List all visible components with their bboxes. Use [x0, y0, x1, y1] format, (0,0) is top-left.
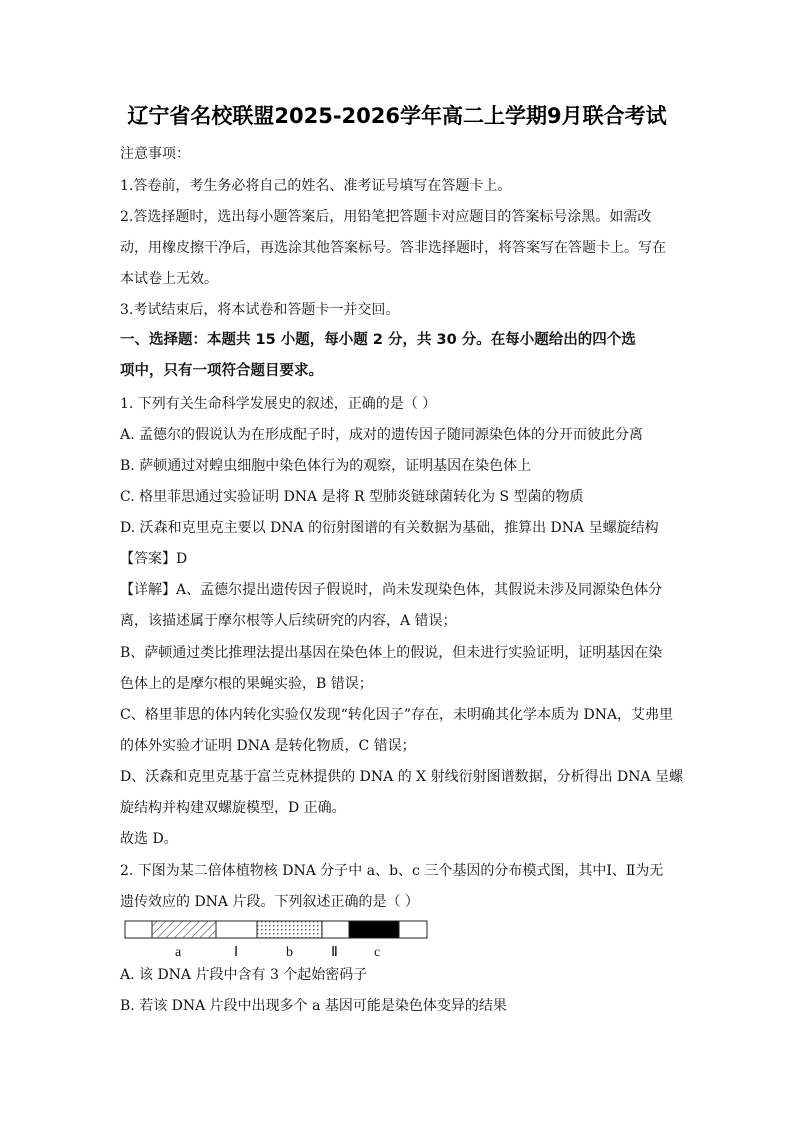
notes-heading: 注意事项： — [120, 146, 190, 162]
notes-item: 1.答卷前，考生务必将自己的姓名、准考证号填写在答题卡上。 — [120, 178, 512, 194]
label-ii: Ⅱ — [331, 945, 338, 960]
section-heading: 项中，只有一项符合题目要求。 — [120, 363, 323, 379]
label-b: b — [286, 945, 293, 960]
dna-gene-map-figure — [124, 920, 430, 962]
question-1-option-c: C. 格里菲思通过实验证明 DNA 是将 R 型肺炎链球菌转化为 S 型菌的物质 — [120, 489, 584, 505]
explanation-line: 的体外实验才证明 DNA 是转化物质，C 错误； — [120, 738, 416, 754]
dna-gene-map-svg — [124, 920, 430, 962]
question-1-option-b: B. 萨顿通过对蝗虫细胞中染色体行为的观察，证明基因在染色体上 — [120, 458, 532, 474]
exam-title: 辽宁省名校联盟2025-2026学年高二上学期9月联合考试 — [127, 104, 667, 128]
question-2-stem: 遗传效应的 DNA 片段。下列叙述正确的是（ ） — [120, 894, 419, 910]
explanation-line: 故选 D。 — [120, 831, 178, 847]
label-c: c — [374, 945, 381, 960]
notes-item: 3.考试结束后，将本试卷和答题卡一并交回。 — [120, 302, 400, 318]
notes-item: 2.答选择题时，选出每小题答案后，用铅笔把答题卡对应题目的答案标号涂黑。如需改 — [120, 209, 652, 225]
explanation-line: 离，该描述属于摩尔根等人后续研究的内容，A 错误； — [120, 613, 457, 629]
label-a: a — [175, 945, 182, 960]
question-1-option-d: D. 沃森和克里克主要以 DNA 的衍射图谱的有关数据为基础，推算出 DNA 呈螺旋结构 — [120, 520, 659, 536]
explanation-line: D、沃森和克里克基于富兰克林提供的 DNA 的 X 射线衍射图谱数据，分析得出 DNA 呈螺 — [120, 769, 684, 785]
question-1-stem: 1. 下列有关生命科学发展史的叙述，正确的是（ ） — [120, 396, 437, 412]
explanation-line: 旋结构并构建双螺旋模型，D 正确。 — [120, 800, 346, 816]
notes-item: 动，用橡皮擦干净后，再选涂其他答案标号。答非选择题时，将答案写在答题卡上。写在 — [120, 240, 666, 256]
explanation-line: 色体上的是摩尔根的果蝇实验，B 错误； — [120, 676, 373, 692]
gene-a-segment — [152, 921, 216, 938]
explanation-line: C、格里菲思的体内转化实验仅发现“转化因子”存在，未明确其化学本质为 DNA，艾弗里 — [120, 707, 674, 723]
gene-c-segment — [349, 921, 399, 938]
label-i: Ⅰ — [234, 945, 239, 960]
segment-i — [216, 921, 257, 938]
question-2-option-b: B. 若该 DNA 片段中出现多个 a 基因可能是染色体变异的结果 — [120, 998, 507, 1014]
segment-ii — [322, 921, 349, 938]
section-heading: 一、选择题：本题共 15 小题，每小题 2 分，共 30 分。在每小题给出的四个选 — [120, 332, 636, 348]
notes-item: 本试卷上无效。 — [120, 271, 218, 287]
explanation-line: B、萨顿通过类比推理法提出基因在染色体上的假说，但未进行实验证明，证明基因在染 — [120, 645, 663, 661]
question-2-option-a: A. 该 DNA 片段中含有 3 个起始密码子 — [120, 967, 368, 983]
question-1-option-a: A. 孟德尔的假说认为在形成配子时，成对的遗传因子随同源染色体的分开而彼此分离 — [120, 427, 644, 443]
explanation-line: 【详解】A、孟德尔提出遗传因子假说时，尚未发现染色体，其假说未涉及同源染色体分 — [120, 582, 663, 598]
answer-line: 【答案】D — [120, 551, 188, 567]
gene-b-segment — [257, 921, 322, 938]
question-2-stem: 2. 下图为某二倍体植物核 DNA 分子中 a、b、c 三个基因的分布模式图，其中Ⅰ、Ⅱ为无 — [120, 863, 664, 879]
